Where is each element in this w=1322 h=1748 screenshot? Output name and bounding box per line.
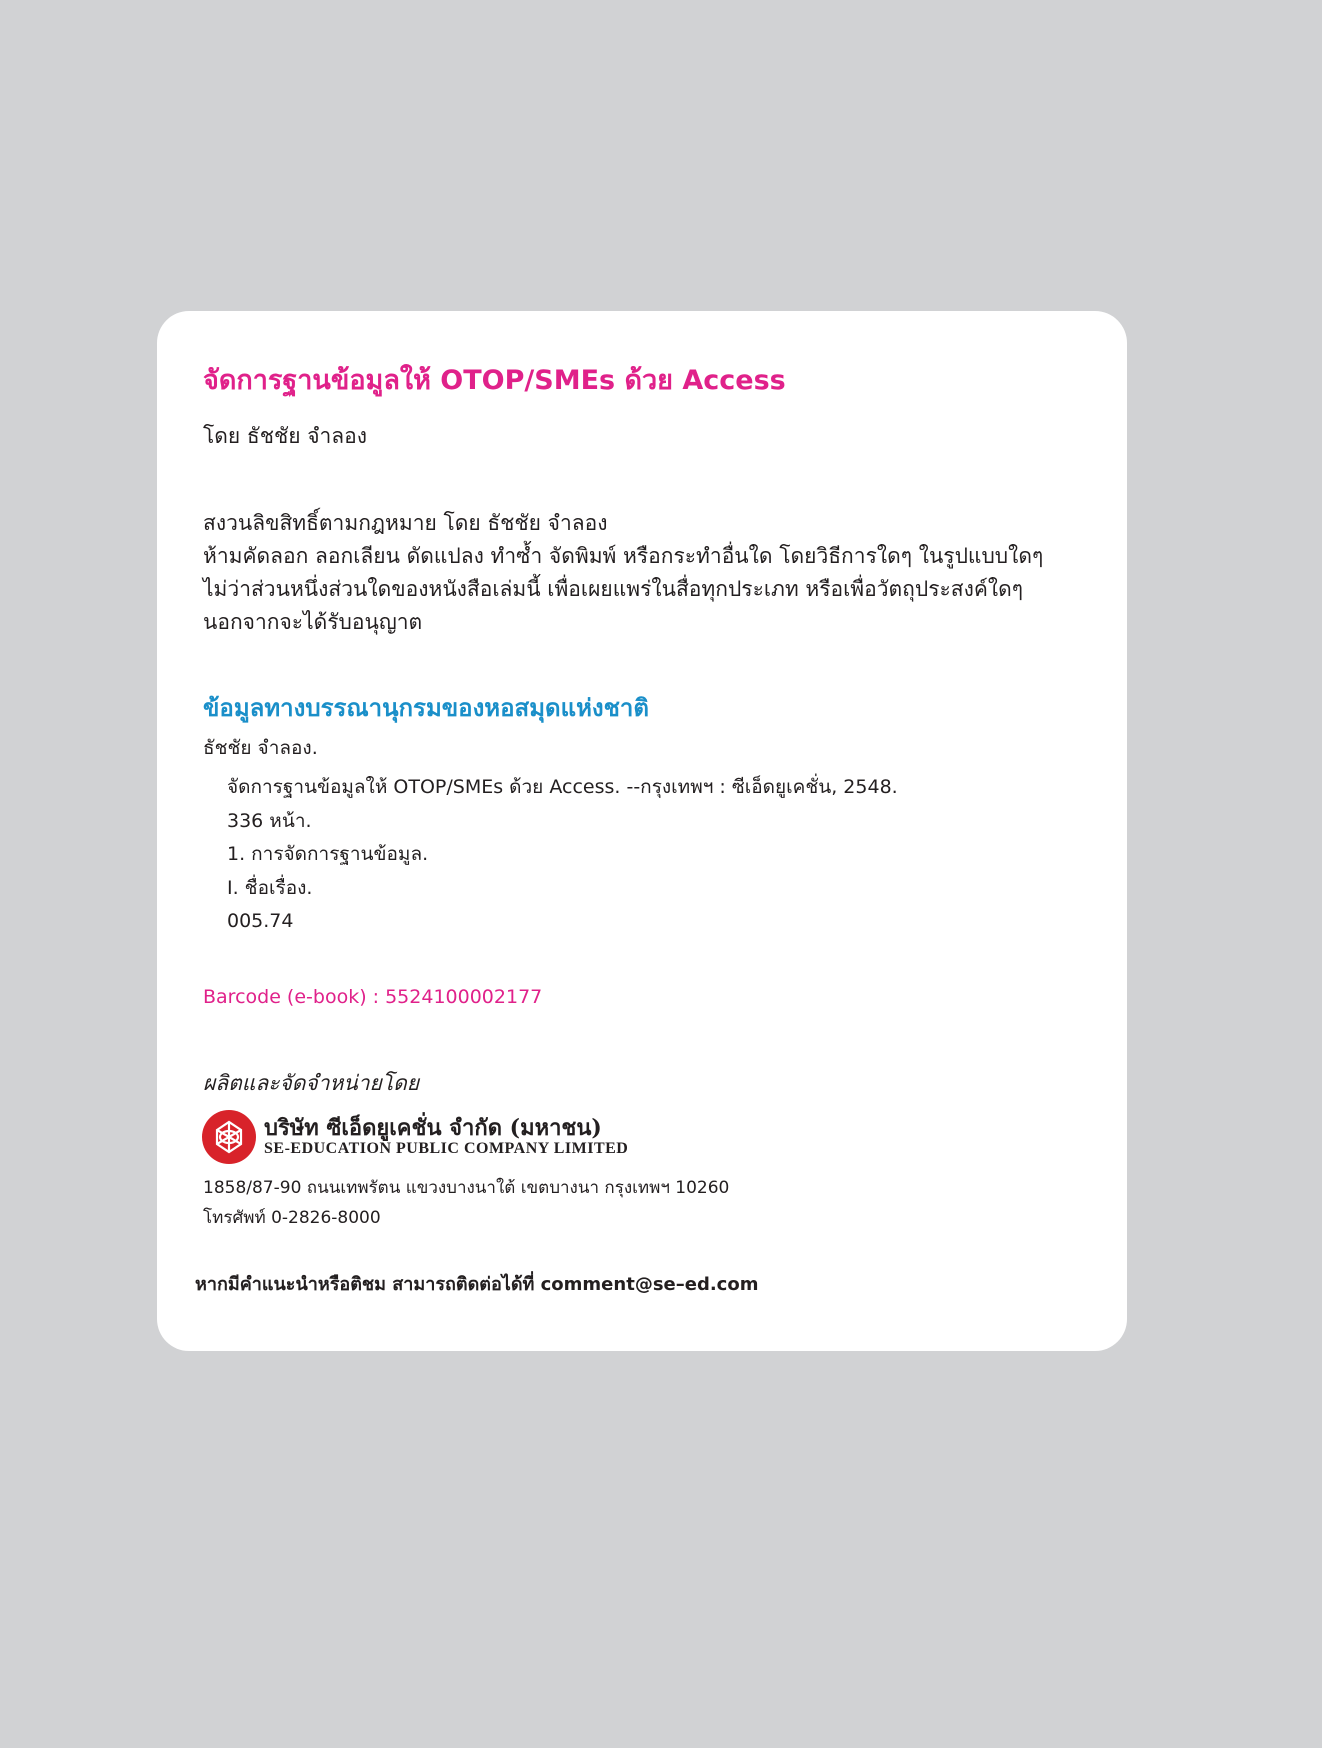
- copyright-line: สงวนลิขสิทธิ์ตามกฎหมาย โดย ธัชชัย จำลอง: [203, 511, 608, 535]
- company-name-english: SE-EDUCATION PUBLIC COMPANY LIMITED: [264, 1140, 629, 1157]
- book-title: จัดการฐานข้อมูลให้ OTOP/SMEs ด้วย Access: [203, 365, 786, 396]
- se-ed-logo-icon: [202, 1110, 256, 1164]
- phone-line: โทรศัพท์ 0-2826-8000: [203, 1208, 381, 1228]
- cip-line: 1. การจัดการฐานข้อมูล.: [227, 843, 429, 865]
- cip-author: ธัชชัย จำลอง.: [203, 737, 318, 759]
- cip-heading: ข้อมูลทางบรรณานุกรมของหอสมุดแห่งชาติ: [203, 694, 649, 722]
- company-name-thai: บริษัท ซีเอ็ดยูเคชั่น จำกัด (มหาชน): [264, 1115, 602, 1141]
- imprint-card: [157, 311, 1127, 1351]
- cip-line: จัดการฐานข้อมูลให้ OTOP/SMEs ด้วย Access. --กรุงเทพฯ : ซีเอ็ดยูเคชั่น, 2548.: [227, 776, 898, 798]
- barcode-text: Barcode (e-book) : 5524100002177: [203, 986, 543, 1008]
- address-line: 1858/87-90 ถนนเทพรัตน แขวงบางนาใต้ เขตบางนา กรุงเทพฯ 10260: [203, 1178, 730, 1198]
- se-ed-logo-graphic: [202, 1110, 256, 1164]
- producer-label: ผลิตและจัดจำหน่ายโดย: [203, 1071, 420, 1095]
- company-address: [203, 1173, 729, 1233]
- cip-line: 005.74: [227, 910, 294, 932]
- comment-contact: หากมีคำแนะนำหรือติชม สามารถติดต่อได้ที่ comment@se–ed.com: [195, 1274, 759, 1295]
- copyright-notice: [203, 507, 1043, 639]
- author-line: โดย ธัชชัย จำลอง: [203, 424, 368, 448]
- cip-entry: [227, 771, 898, 939]
- copyright-line: ห้ามคัดลอก ลอกเลียน ดัดแปลง ทำซ้ำ จัดพิมพ์ หรือกระทำอื่นใด โดยวิธีการใดๆ ในรูปแบบใดๆ: [203, 544, 1044, 568]
- cip-line: I. ชื่อเรื่อง.: [227, 876, 313, 899]
- copyright-line: นอกจากจะได้รับอนุญาต: [203, 610, 423, 634]
- copyright-line: ไม่ว่าส่วนหนึ่งส่วนใดของหนังสือเล่มนี้ เพื่อเผยแพร่ในสื่อทุกประเภท หรือเพื่อวัตถุประสงค์ใดๆ: [203, 577, 1024, 601]
- cip-line: 336 หน้า.: [227, 809, 312, 832]
